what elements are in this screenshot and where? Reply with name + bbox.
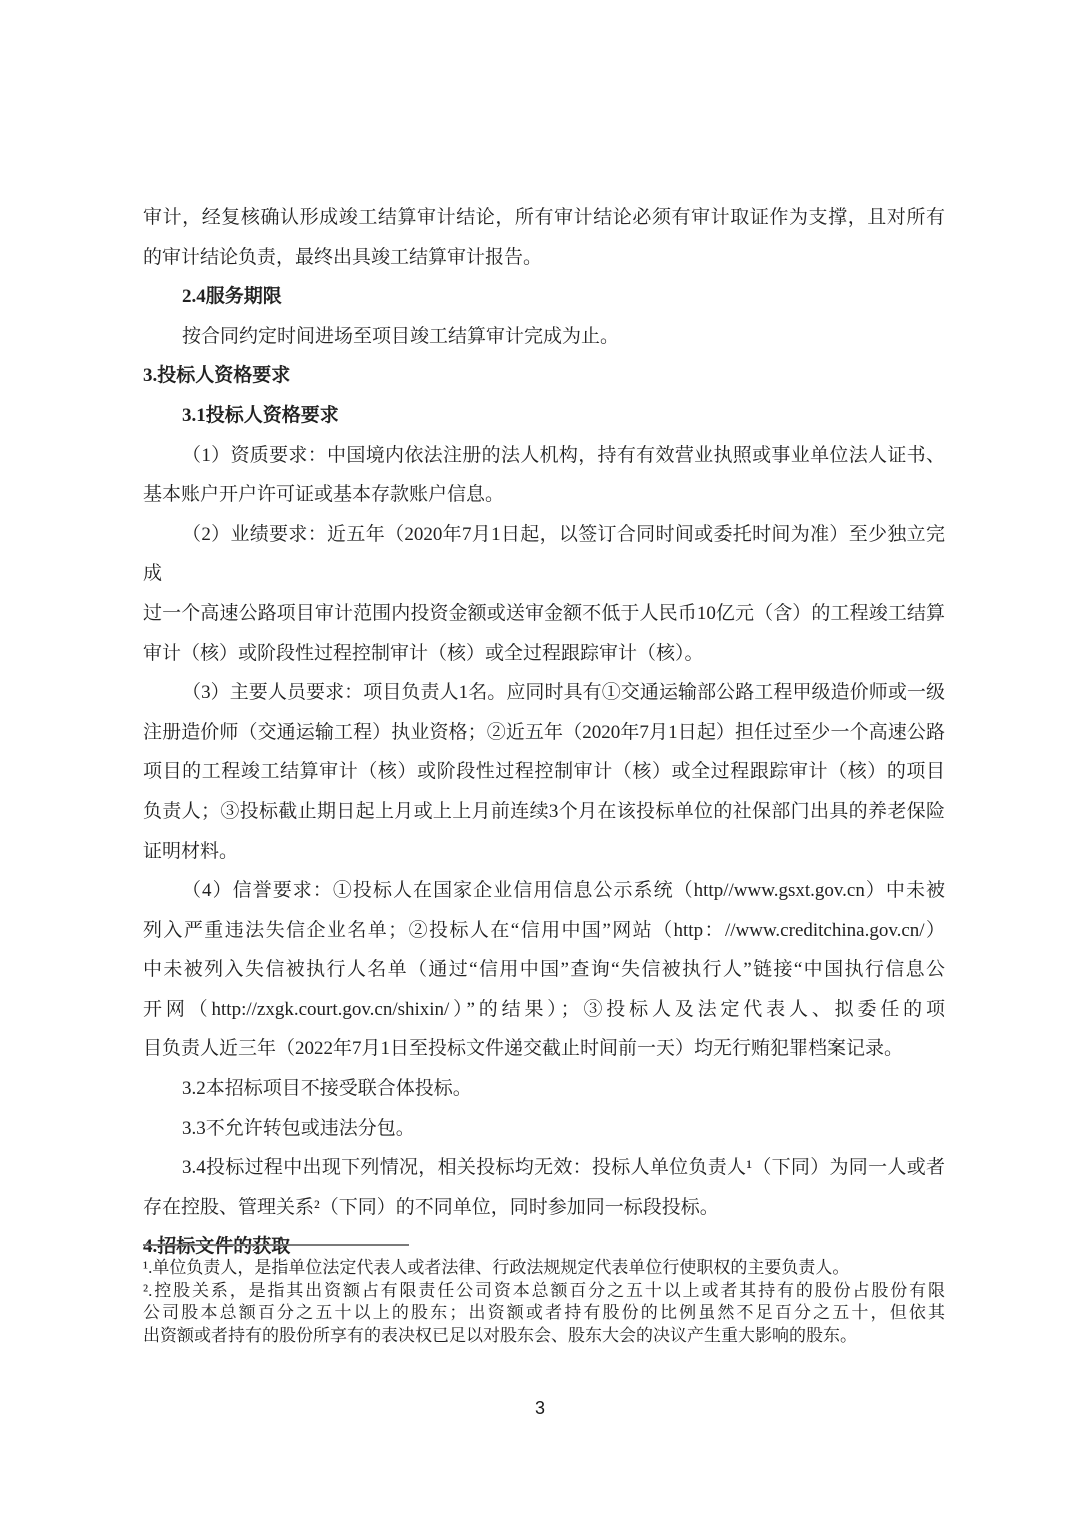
text-line: 注册造价师（交通运输工程）执业资格；②近五年（2020年7月1日起）担任过至少一个高速公路 [143, 721, 945, 743]
text-line: 基本账户开户许可证或基本存款账户信息。 [143, 484, 505, 506]
text-line: 4.招标文件的获取 [143, 1236, 291, 1258]
text-line: 项目的工程竣工结算审计（核）或阶段性过程控制审计（核）或全过程跟踪审计（核）的项目 [143, 761, 945, 783]
text-line: 负责人；③投标截止期日起上月或上上月前连续3个月在该投标单位的社保部门出具的养老保险 [143, 800, 945, 822]
text-line: 存在控股、管理关系²（下同）的不同单位，同时参加同一标段投标。 [143, 1196, 719, 1218]
para-4-reputation-requirement [143, 871, 945, 1069]
text-line: 开网（http://zxgk.court.gov.cn/shixin/）”的结果）；③投标人及法定代表人、拟委任的项 [143, 998, 945, 1020]
page-number: 3 [534, 1398, 545, 1418]
footnotes-section [143, 1257, 945, 1347]
para-3-2-no-consortium [143, 1069, 945, 1109]
footnote-2-holding-relationship [143, 1280, 945, 1348]
text-line: 3.2本招标项目不接受联合体投标。 [182, 1078, 472, 1100]
para-2-performance-requirement [143, 515, 945, 673]
text-line: （4）信誉要求：①投标人在国家企业信用信息公示系统（http//www.gsxt.gov.cn）中未被 [182, 880, 945, 902]
text-line: ².控股关系，是指其出资额占有限责任公司资本总额百分之五十以上或者其持有的股份占股份有限 [143, 1280, 945, 1300]
text-line: 3.3不允许转包或违法分包。 [182, 1117, 415, 1139]
text-line: 公司股本总额百分之五十以上的股东；出资额或者持有股份的比例虽然不足百分之五十，但依其 [143, 1303, 945, 1322]
para-1-qualification-requirement [143, 436, 945, 515]
text-line: 按合同约定时间进场至项目竣工结算审计完成为止。 [182, 325, 620, 347]
text-line: （3）主要人员要求：项目负责人1名。应同时具有①交通运输部公路工程甲级造价师或一级 [182, 682, 945, 704]
text-line: 目负责人近三年（2022年7月1日至投标文件递交截止时间前一天）均无行贿犯罪档案记录。 [143, 1038, 904, 1060]
footnote-separator [143, 1244, 409, 1246]
footnote-1-unit-leader [143, 1257, 945, 1280]
text-line: 出资额或者持有的股份所享有的表决权已足以对股东会、股东大会的决议产生重大影响的股东。 [143, 1325, 857, 1345]
para-3-4-invalid-bids [143, 1148, 945, 1227]
heading-3-bidder-qualification [143, 356, 945, 396]
text-line: 3.投标人资格要求 [143, 365, 291, 387]
text-line: （1）资质要求：中国境内依法注册的法人机构，持有有效营业执照或事业单位法人证书、 [182, 444, 945, 466]
text-line: 证明材料。 [143, 840, 239, 862]
para-service-term [143, 317, 945, 357]
text-line: （2）业绩要求：近五年（2020年7月1日起，以签订合同时间或委托时间为准）至少独立完成 [143, 523, 945, 585]
text-line: 列入严重违法失信企业名单；②投标人在“信用中国”网站（http：//www.creditchina.gov.cn/） [143, 919, 945, 941]
para-audit-carryover [143, 198, 945, 277]
text-line: ¹.单位负责人，是指单位法定代表人或者法律、行政法规规定代表单位行使职权的主要负责人。 [143, 1258, 850, 1277]
text-line: 3.1投标人资格要求 [182, 404, 339, 426]
document-body [143, 198, 945, 1267]
text-line: 过一个高速公路项目审计范围内投资金额或送审金额不低于人民币10亿元（含）的工程竣工结算 [143, 602, 945, 624]
text-line: 2.4服务期限 [182, 286, 282, 308]
text-line: 审计，经复核确认形成竣工结算审计结论，所有审计结论必须有审计取证作为支撑，且对所有 [143, 207, 945, 228]
text-line: 的审计结论负责，最终出具竣工结算审计报告。 [143, 246, 543, 268]
para-3-3-no-subcontract [143, 1109, 945, 1149]
heading-3-1-bidder-qualification [143, 396, 945, 436]
text-line: 审计（核）或阶段性过程控制审计（核）或全过程跟踪审计（核）。 [143, 642, 704, 664]
para-3-personnel-requirement [143, 673, 945, 871]
text-line: 中未被列入失信被执行人名单（通过“信用中国”查询“失信被执行人”链接“中国执行信息公 [143, 959, 945, 981]
heading-2-4-service-term [143, 277, 945, 317]
text-line: 3.4投标过程中出现下列情况，相关投标均无效：投标人单位负责人¹（下同）为同一人或者 [182, 1157, 945, 1179]
